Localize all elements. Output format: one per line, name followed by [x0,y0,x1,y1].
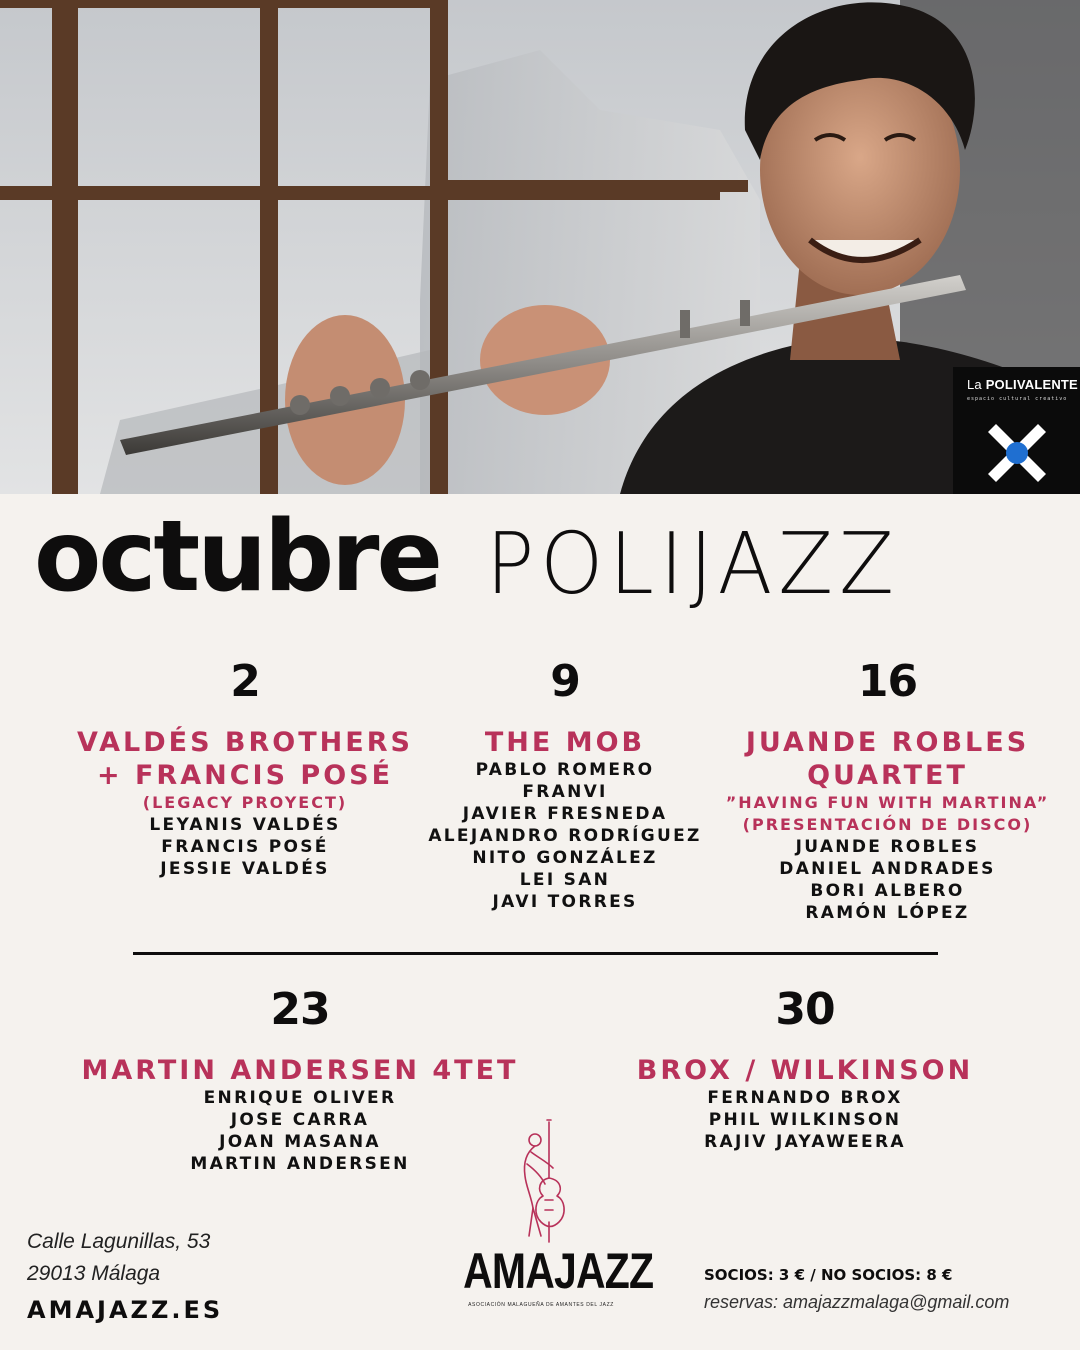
member-name: FERNANDO BROX [707,1088,903,1108]
member-name: JUANDE ROBLES [795,837,980,857]
event-subtitle: (PRESENTACIÓN DE DISCO) [742,815,1033,834]
header-photo [0,0,1080,494]
title-festival-name: POLIJAZZ [486,514,900,614]
member-name: ALEJANDRO RODRÍGUEZ [428,826,702,846]
event-members [415,759,715,913]
event-day: 9 [550,656,580,707]
x-with-blue-dot-icon [988,424,1046,482]
event-band-name: JUANDE ROBLES [745,727,1030,758]
member-name: LEYANIS VALDÉS [149,815,341,835]
venue-address [27,1226,210,1290]
flutist-photo-illustration [0,0,1080,494]
event-band-name: THE MOB [484,727,646,758]
section-divider [133,952,938,955]
venue-logo-text: La POLIVALENTE [967,377,1078,392]
event-oct-30 [600,984,1010,1153]
event-subtitle: ”HAVING FUN WITH MARTINA” [725,793,1050,812]
event-band-name: BROX / WILKINSON [636,1055,974,1086]
member-name: NITO GONZÁLEZ [472,848,658,868]
event-band-name: + FRANCIS POSÉ [96,760,394,791]
event-day: 2 [230,656,260,707]
amajazz-logo-name: AMAJAZZ [463,1243,654,1299]
event-band-name: MARTIN ANDERSEN 4TET [81,1055,519,1086]
member-name: RAMÓN LÓPEZ [805,903,970,923]
member-name: RAJIV JAYAWEERA [704,1132,906,1152]
member-name: BORI ALBERO [810,881,965,901]
member-name: MARTIN ANDERSEN [190,1154,410,1174]
member-name: ENRIQUE OLIVER [203,1088,397,1108]
title-month: octubre [34,500,440,614]
event-members [55,814,435,880]
member-name: DANIEL ANDRADES [779,859,996,879]
member-name: JAVIER FRESNEDA [462,804,668,824]
ticket-prices: SOCIOS: 3 € / NO SOCIOS: 8 € [704,1266,953,1284]
event-day: 23 [270,984,330,1035]
member-name: JAVI TORRES [492,892,638,912]
event-oct-2 [55,656,435,880]
event-band-name: VALDÉS BROTHERS [77,727,413,758]
member-name: JOAN MASANA [219,1132,381,1152]
event-subtitle: (LEGACY PROYECT) [142,793,348,812]
address-street: Calle Lagunillas, 53 [27,1230,211,1253]
amajazz-logo-tagline: ASOCIACIÓN MALAGUEÑA DE AMANTES DEL JAZZ [468,1302,614,1308]
event-band-name: QUARTET [807,760,968,791]
member-name: JESSIE VALDÉS [160,859,330,879]
address-city: 29013 Málaga [27,1262,161,1285]
venue-logo-tagline: espacio cultural creativo [967,396,1068,402]
event-oct-9 [415,656,715,913]
member-name: FRANVI [522,782,608,802]
event-members [600,1087,1010,1153]
website-link[interactable]: AMAJAZZ.ES [27,1296,224,1324]
event-day: 16 [857,656,918,707]
amajazz-logo [446,1118,654,1308]
event-members [705,836,1070,924]
reservations-email[interactable]: reservas: amajazzmalaga@gmail.com [704,1292,1010,1312]
member-name: LEI SAN [519,870,611,890]
double-bass-player-icon [501,1118,581,1244]
member-name: FRANCIS POSÉ [161,837,329,857]
member-name: PHIL WILKINSON [708,1110,902,1130]
event-oct-16 [705,656,1070,924]
venue-logo [953,367,1080,494]
member-name: JOSE CARRA [230,1110,370,1130]
event-day: 30 [775,984,835,1035]
member-name: PABLO ROMERO [475,760,655,780]
